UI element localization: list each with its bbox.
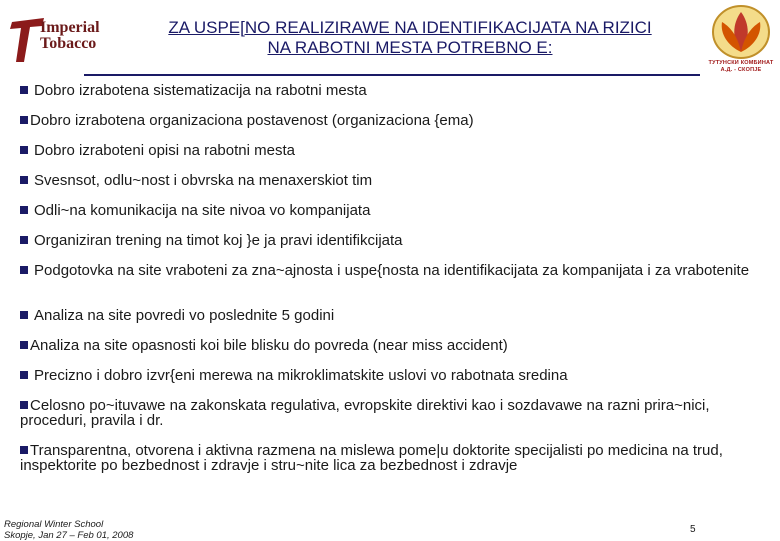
list-item	[20, 398, 770, 428]
list-item	[20, 233, 770, 248]
list-item	[20, 368, 770, 383]
logo-caption-line2: А.Д. - СКОПЈЕ	[720, 67, 762, 73]
list-item	[20, 308, 770, 323]
list-item	[20, 143, 770, 158]
bullet-square-icon	[20, 341, 28, 349]
list-item-text: Analiza na site opasnosti koi bile blisku do povreda (near miss accident)	[30, 337, 508, 354]
list-item-text: Organiziran trening na timot koj }e ja pravi identifikcijata	[34, 232, 403, 249]
bullet-square-icon	[20, 206, 28, 214]
logo-caption-line1: ТУТУНСКИ КОМБИНАТ	[708, 60, 774, 66]
list-item-text: Precizno i dobro izvr{eni merewa na mikroklimatskite uslovi vo rabotnata sredina	[34, 367, 568, 384]
list-item	[20, 113, 770, 128]
title-line2: NA RABOTNI MESTA POTREBNO E:	[267, 38, 553, 57]
bullet-square-icon	[20, 401, 28, 409]
list-item-text: Podgotovka na site vraboteni za zna~ajnosta i uspe{nosta na identifikacijata za kompanijata i za vrabotenite	[34, 262, 750, 279]
bullet-square-icon	[20, 446, 28, 454]
slide-title	[100, 18, 720, 58]
logo-word-1: Imperial	[40, 19, 100, 36]
list-item-text: Dobro izrabotena organizaciona postavenost (organizaciona {ema)	[30, 112, 474, 129]
bullet-square-icon	[20, 116, 28, 124]
list-item	[20, 263, 750, 278]
bullet-square-icon	[20, 86, 28, 94]
list-item-text: Odli~na komunikacija na site nivoa vo kompanijata	[34, 202, 371, 219]
footer-line1: Regional Winter School	[4, 519, 104, 530]
title-divider	[84, 74, 700, 76]
logo-caption	[706, 60, 776, 74]
list-item-text: Analiza na site povredi vo poslednite 5 godini	[34, 307, 335, 324]
bullet-square-icon	[20, 266, 28, 274]
page-number: 5	[690, 524, 696, 535]
list-item-text: Celosno po~ituvawe na zakonskata regulativa, evropskite direktivi kao i sozdavawe na razni prira~nici, proceduri, pravila i dr.	[20, 397, 710, 429]
footer-line2: Skopje, Jan 27 – Feb 01, 2008	[4, 530, 134, 541]
list-item-text: Transparentna, otvorena i aktivna razmena na mislewa pome|u doktorite specijalisti po medicina na trud, inspektorite po bezbednost i zdravje i stru~nite lica za bezbednost i zdravje	[20, 442, 723, 474]
bullet-square-icon	[20, 146, 28, 154]
list-item-text: Dobro izraboteni opisi na rabotni mesta	[34, 142, 295, 159]
bullet-square-icon	[20, 236, 28, 244]
list-item	[20, 338, 770, 353]
footer	[4, 519, 133, 541]
bullet-square-icon	[20, 371, 28, 379]
bullet-square-icon	[20, 176, 28, 184]
bullet-square-icon	[20, 311, 28, 319]
list-item	[20, 83, 770, 98]
list-item-text: Dobro izrabotena sistematizacija na rabotni mesta	[34, 82, 367, 99]
logo-wordmark	[40, 20, 100, 52]
title-line1: ZA USPE[NO REALIZIRAWE NA IDENTIFIKACIJATA NA RIZICI	[168, 18, 652, 37]
logo-word-2: Tobacco	[40, 35, 97, 52]
list-item-text: Svesnsot, odlu~nost i obvrska na menaxerskiot tim	[34, 172, 373, 189]
list-item	[20, 443, 770, 473]
list-item	[20, 203, 770, 218]
list-item	[20, 173, 770, 188]
